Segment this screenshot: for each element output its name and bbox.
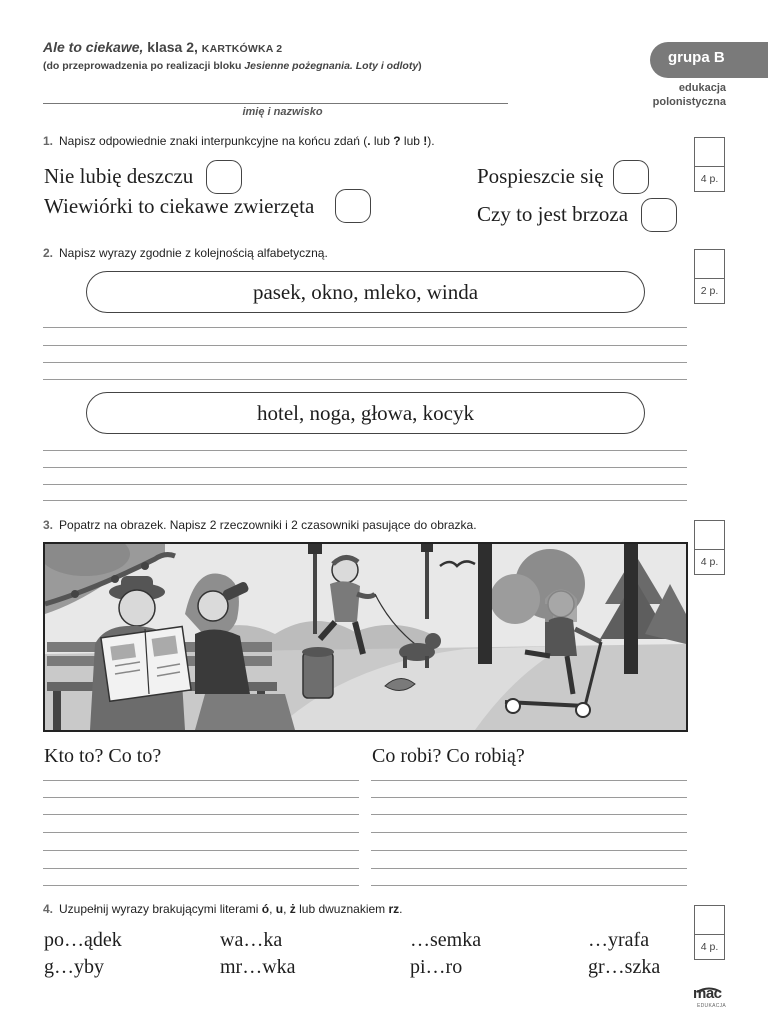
nouns-writing-line[interactable]	[43, 780, 359, 781]
task4-word[interactable]: gr…szka	[588, 956, 661, 978]
task4-word[interactable]: pi…ro	[410, 956, 463, 978]
task1-answer-box-1[interactable]	[206, 160, 242, 194]
task3-points: 4 p.	[700, 556, 719, 568]
task1-instr-mid2: lub	[400, 134, 424, 148]
task1-mark-period: .	[367, 134, 371, 148]
task4-score-box	[694, 905, 725, 960]
task4-letter-o: ó	[261, 902, 270, 916]
publisher-logo-subtitle: EDUKACJA	[697, 1003, 727, 1009]
writing-line[interactable]	[43, 450, 687, 451]
nouns-writing-line[interactable]	[43, 797, 359, 798]
task2-points: 2 p.	[700, 285, 719, 297]
task4-letter-z: ż	[289, 902, 296, 916]
task1-sentence-2: Wiewiórki to ciekawe zwierzęta	[44, 194, 315, 218]
task4-score-field[interactable]	[695, 906, 724, 935]
verbs-writing-line[interactable]	[371, 868, 687, 869]
task1-answer-box-3[interactable]	[613, 160, 649, 194]
task1-sentence-4: Czy to jest brzoza	[477, 202, 629, 226]
name-field-line[interactable]	[43, 103, 508, 104]
verbs-writing-line[interactable]	[371, 814, 687, 815]
writing-line[interactable]	[43, 362, 687, 363]
task1-score-box	[694, 137, 725, 192]
verbs-writing-line[interactable]	[371, 850, 687, 851]
writing-line[interactable]	[43, 345, 687, 346]
subtitle-pre: (do przeprowadzenia po realizacji bloku	[43, 60, 245, 72]
subtitle-block-name: Jesienne pożegnania. Loty i odloty	[244, 60, 419, 72]
task4-sep-1: ,	[269, 902, 276, 916]
task4-instr-pre: Uzupełnij wyrazy brakującymi literami	[59, 902, 262, 916]
subtitle-post: )	[418, 60, 422, 72]
writing-line[interactable]	[43, 500, 687, 501]
task1-instruction	[43, 134, 435, 148]
task2-score-box	[694, 249, 725, 304]
task3-nouns-heading: Kto to? Co to?	[44, 745, 162, 767]
task2-word-set-2: hotel, noga, głowa, kocyk	[86, 392, 645, 434]
verbs-writing-line[interactable]	[371, 797, 687, 798]
task3-verbs-heading: Co robi? Co robią?	[372, 745, 525, 767]
task1-instr-pre: Napisz odpowiednie znaki interpunkcyjne na końcu zdań (	[59, 134, 368, 148]
task4-word[interactable]: …yrafa	[588, 929, 650, 951]
task2-instruction-text: Napisz wyrazy zgodnie z kolejnością alfabetyczną.	[59, 246, 328, 260]
task4-points: 4 p.	[700, 941, 719, 953]
nouns-writing-line[interactable]	[43, 814, 359, 815]
quiz-label: KARTKÓWKA 2	[201, 43, 283, 55]
writing-line[interactable]	[43, 379, 687, 380]
task1-mark-question: ?	[393, 134, 401, 148]
group-badge: grupa B	[650, 42, 768, 78]
nouns-writing-line[interactable]	[43, 850, 359, 851]
task4-digraph-rz: rz	[388, 902, 400, 916]
task3-score-field[interactable]	[695, 521, 724, 550]
nouns-writing-line[interactable]	[43, 832, 359, 833]
task1-points: 4 p.	[700, 173, 719, 185]
subject-line-1: edukacja	[678, 82, 726, 94]
task2-word-set-1: pasek, okno, mleko, winda	[86, 271, 645, 313]
verbs-writing-line[interactable]	[371, 885, 687, 886]
task4-word[interactable]: wa…ka	[220, 929, 283, 951]
worksheet-title	[43, 39, 282, 55]
task4-letter-u: u	[275, 902, 284, 916]
park-scene	[45, 544, 686, 730]
task4-word[interactable]: mr…wka	[220, 956, 296, 978]
task4-word[interactable]: …semka	[410, 929, 482, 951]
task4-word[interactable]: g…yby	[44, 956, 104, 978]
park-illustration	[43, 542, 688, 732]
worksheet-subtitle	[43, 60, 422, 72]
class-label: klasa 2,	[143, 39, 202, 55]
nouns-writing-line[interactable]	[43, 868, 359, 869]
name-field-label: imię i nazwisko	[242, 106, 323, 118]
task1-mark-exclamation: !	[423, 134, 428, 148]
task4-instr-post: .	[399, 902, 403, 916]
task4-sep-2: ,	[283, 902, 290, 916]
task1-sentence-3: Pospieszcie się	[477, 164, 604, 188]
series-title: Ale to ciekawe,	[43, 39, 144, 55]
writing-line[interactable]	[43, 484, 687, 485]
task2-number: 2.	[43, 246, 54, 260]
verbs-writing-line[interactable]	[371, 780, 687, 781]
task4-word[interactable]: po…ądek	[44, 929, 122, 951]
task1-instr-mid1: lub	[370, 134, 394, 148]
task1-number: 1.	[43, 134, 54, 148]
task1-sentence-1: Nie lubię deszczu	[44, 164, 194, 188]
task3-instruction	[43, 518, 477, 532]
task3-number: 3.	[43, 518, 54, 532]
nouns-writing-line[interactable]	[43, 885, 359, 886]
task1-score-field[interactable]	[695, 138, 724, 167]
task3-score-box	[694, 520, 725, 575]
task3-instruction-text: Popatrz na obrazek. Napisz 2 rzeczowniki i 2 czasowniki pasujące do obrazka.	[59, 518, 477, 532]
verbs-writing-line[interactable]	[371, 832, 687, 833]
task2-instruction	[43, 246, 328, 260]
task4-instr-mid: lub dwuznakiem	[295, 902, 389, 916]
task2-score-field[interactable]	[695, 250, 724, 279]
task4-number: 4.	[43, 902, 54, 916]
publisher-logo: mac	[693, 985, 722, 1002]
writing-line[interactable]	[43, 467, 687, 468]
task1-answer-box-2[interactable]	[335, 189, 371, 223]
task1-instr-post: ).	[427, 134, 435, 148]
writing-line[interactable]	[43, 327, 687, 328]
subject-line-2: polonistyczna	[652, 96, 726, 108]
subject-label	[620, 81, 726, 109]
task1-answer-box-4[interactable]	[641, 198, 677, 232]
task4-instruction	[43, 902, 403, 916]
